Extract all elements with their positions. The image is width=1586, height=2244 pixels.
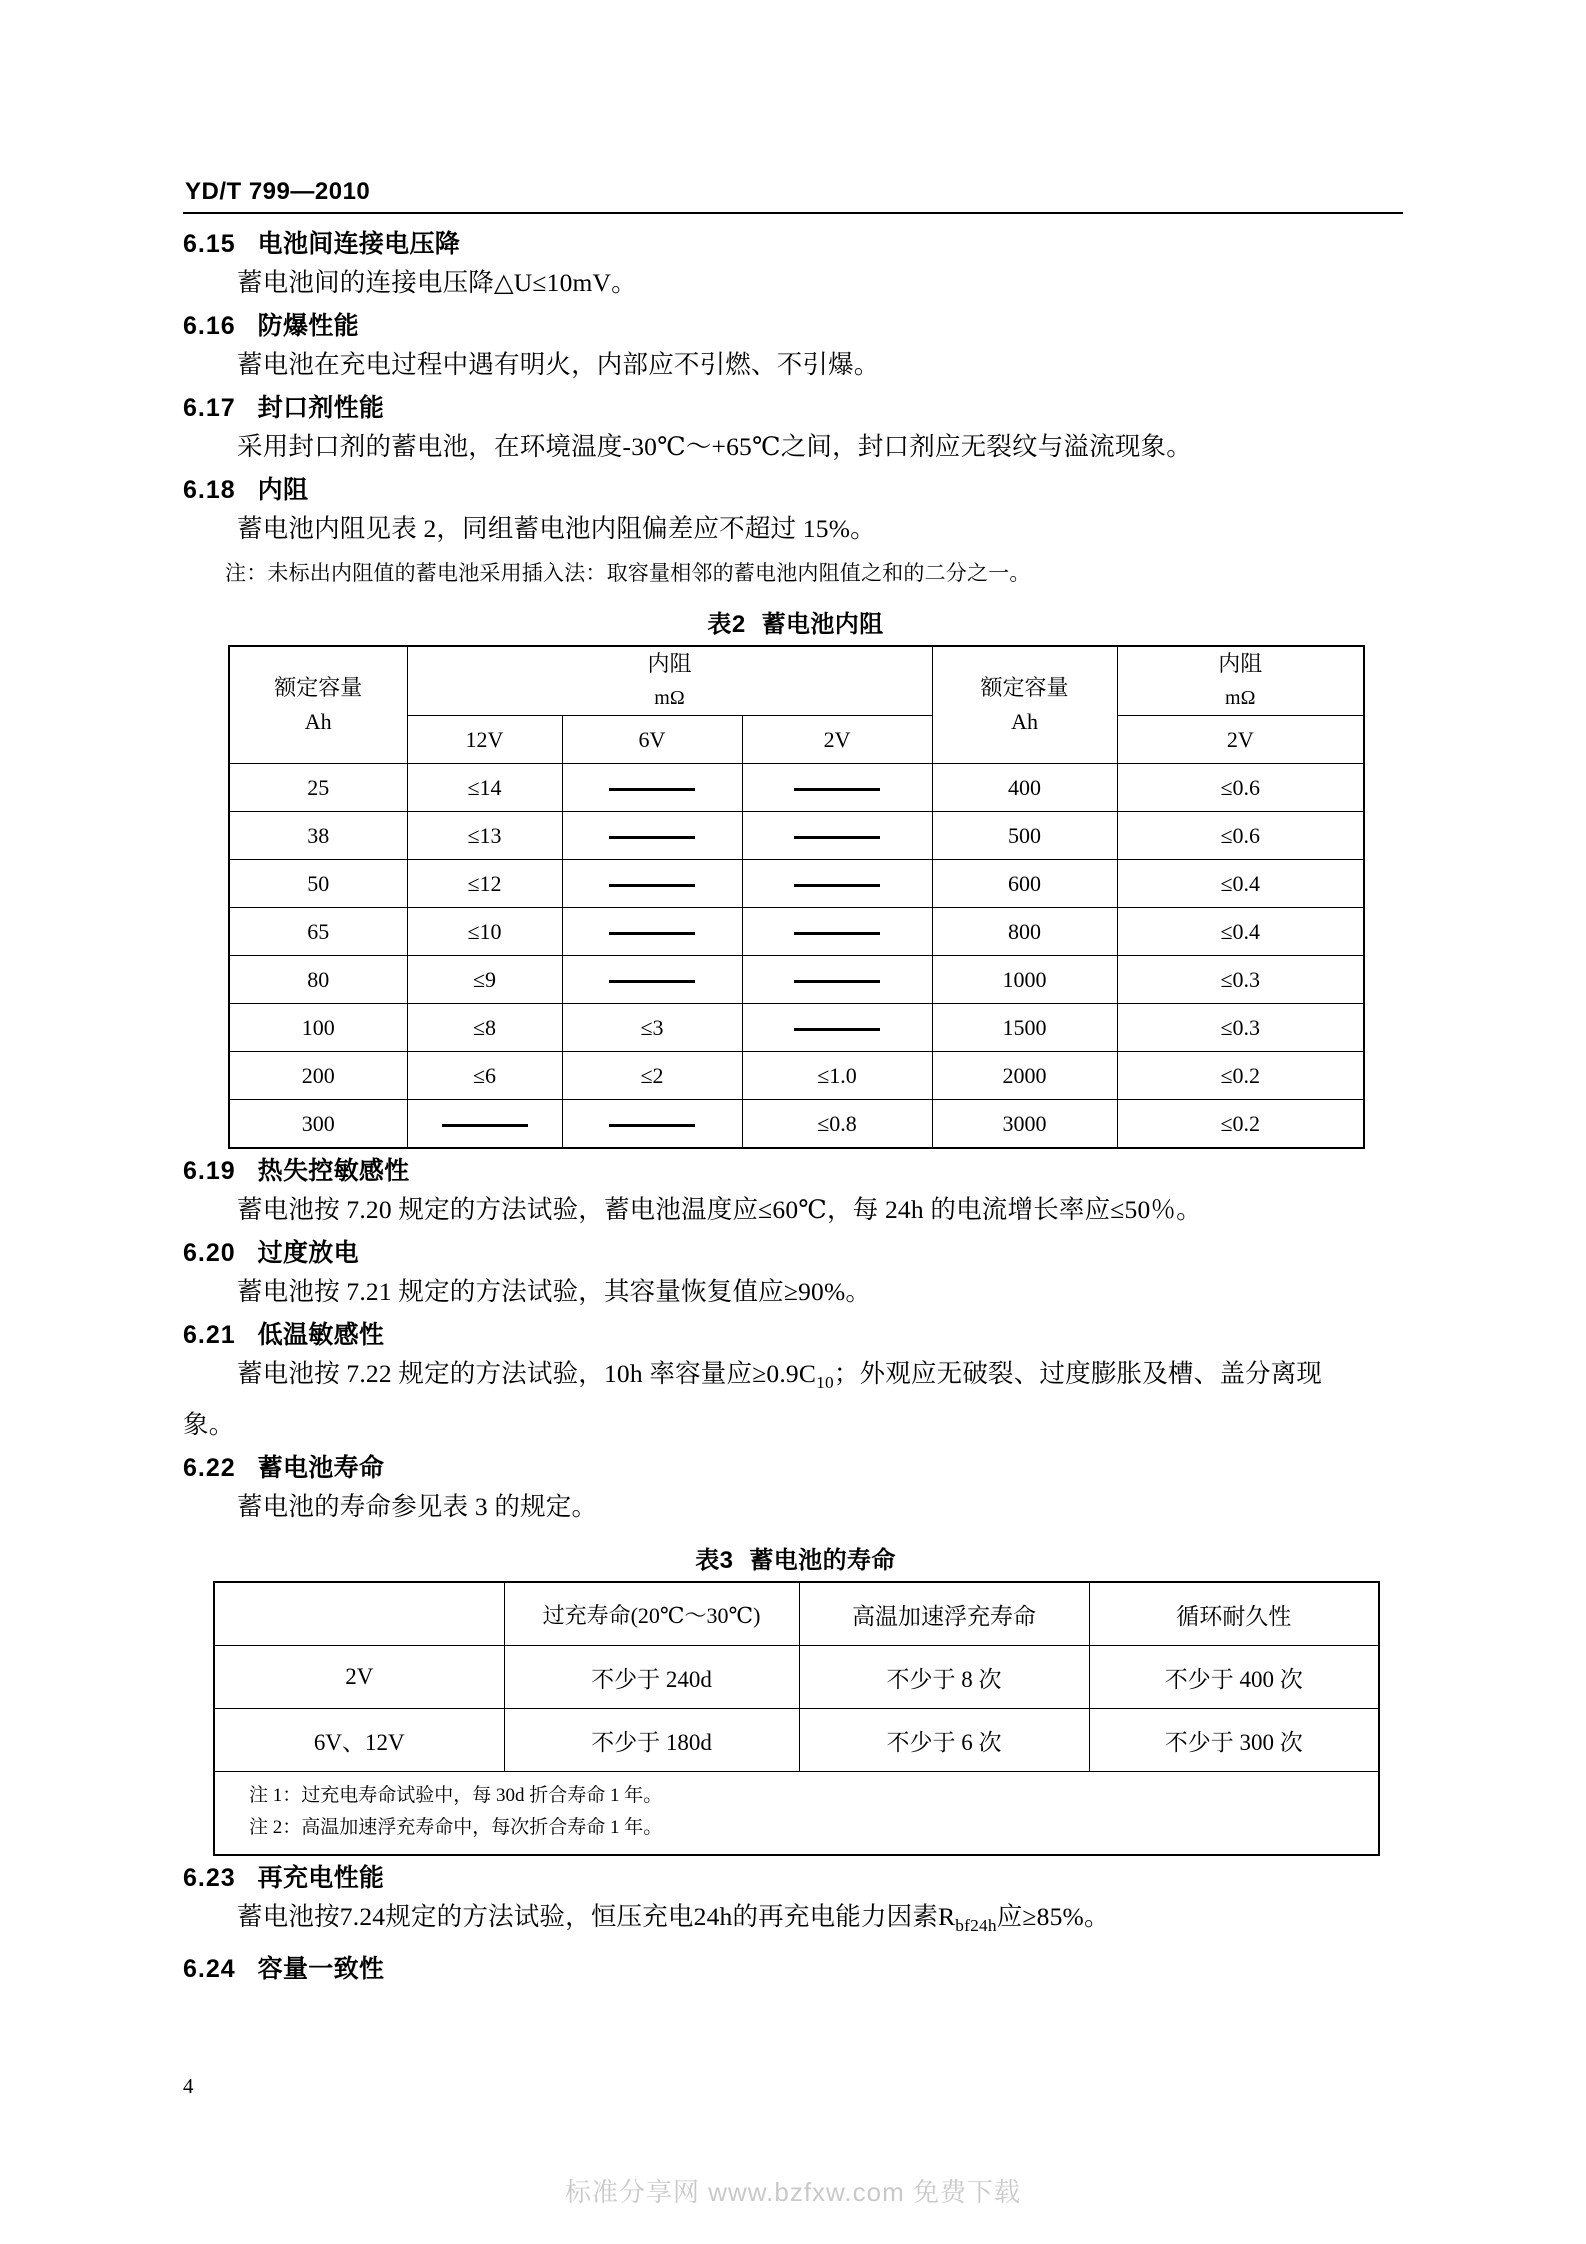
table2-cell-6v — [562, 1100, 742, 1149]
table2-cell-2v-right: ≤0.4 — [1117, 860, 1364, 908]
table2-cell-capacity-right: 1500 — [932, 1004, 1117, 1052]
section-number: 6.17 — [183, 394, 236, 422]
empty-dash-marker — [794, 836, 880, 839]
table2-cell-12v: ≤10 — [407, 908, 562, 956]
table2-cell-6v — [562, 860, 742, 908]
empty-dash-marker — [609, 884, 695, 887]
body-subscript: 10 — [816, 1373, 834, 1393]
table3-notes-row — [214, 1772, 1379, 1856]
section-body-6-23 — [183, 1896, 1408, 1947]
section-title: 封口剂性能 — [257, 394, 385, 422]
table2-header-resistance-unit-right: mΩ — [1225, 687, 1256, 709]
table2-cell-12v: ≤8 — [407, 1004, 562, 1052]
table3-cell-float-life: 不少于 6 次 — [799, 1709, 1089, 1772]
table2-cell-2v-right: ≤0.3 — [1117, 1004, 1364, 1052]
table3-notes — [214, 1772, 1379, 1856]
table3-cell-overcharge: 不少于 180d — [504, 1709, 799, 1772]
table2-cell-2v — [742, 812, 932, 860]
table2-cell-6v — [562, 956, 742, 1004]
page-number: 4 — [183, 2074, 194, 2098]
table2-cell-6v — [562, 764, 742, 812]
section-number: 6.16 — [183, 312, 236, 340]
table2-cell-2v-right: ≤0.6 — [1117, 764, 1364, 812]
table2-cell-6v — [562, 908, 742, 956]
empty-dash-marker — [794, 932, 880, 935]
section-body-6-17: 采用封口剂的蓄电池，在环境温度-30℃～+65℃之间，封口剂应无裂纹与溢流现象。 — [237, 432, 1192, 461]
table2-cell-12v — [407, 1100, 562, 1149]
table-row — [229, 1052, 1364, 1100]
table2-cell-12v: ≤14 — [407, 764, 562, 812]
section-number: 6.23 — [183, 1864, 236, 1893]
table2-subheader-2v: 2V — [742, 716, 932, 764]
empty-dash-marker — [609, 932, 695, 935]
section-heading-6-24 — [183, 1947, 1408, 1987]
section-number: 6.19 — [183, 1157, 236, 1185]
table-row — [214, 1646, 1379, 1709]
table2-header-row-1 — [229, 646, 1364, 716]
body-text-part1: 蓄电池按 7.22 规定的方法试验，10h 率容量应≥0.9C — [237, 1359, 817, 1388]
table2-subheader-12v: 12V — [407, 716, 562, 764]
table2-cell-capacity-right: 400 — [932, 764, 1117, 812]
section-title: 容量一致性 — [257, 1955, 385, 1984]
empty-dash-marker — [609, 788, 695, 791]
section-number: 6.24 — [183, 1955, 236, 1984]
section-body-6-19: 蓄电池按 7.20 规定的方法试验，蓄电池温度应≤60℃，每 24h 的电流增长率应≤50％。 — [237, 1195, 1202, 1224]
table2-cell-2v: ≤0.8 — [742, 1100, 932, 1149]
body-text-part2: ；外观应无破裂、过度膨胀及槽、盖分离现 — [833, 1359, 1323, 1388]
table2-cell-capacity-right: 500 — [932, 812, 1117, 860]
table-row — [229, 1100, 1364, 1149]
table2-cell-capacity: 25 — [229, 764, 407, 812]
section-title: 防爆性能 — [257, 312, 359, 340]
table-row — [229, 764, 1364, 812]
section-heading-6-23 — [183, 1856, 1408, 1896]
table-row — [229, 812, 1364, 860]
table2-cell-capacity: 200 — [229, 1052, 407, 1100]
table3-wrapper — [213, 1581, 1378, 1856]
table2-cell-2v-right: ≤0.6 — [1117, 812, 1364, 860]
empty-dash-marker — [609, 836, 695, 839]
empty-dash-marker — [794, 788, 880, 791]
table3-note: 注 2：高温加速浮充寿命中，每次折合寿命 1 年。 — [249, 1817, 663, 1839]
table3-cell-type: 2V — [214, 1646, 504, 1709]
section-body-6-21 — [183, 1353, 1408, 1404]
table2-cell-6v: ≤2 — [562, 1052, 742, 1100]
table2-cell-12v: ≤12 — [407, 860, 562, 908]
empty-dash-marker — [609, 1124, 695, 1127]
table2-cell-capacity-right: 800 — [932, 908, 1117, 956]
section-heading-6-21 — [183, 1313, 1408, 1353]
section-title: 蓄电池寿命 — [257, 1454, 385, 1483]
internal-resistance-table — [228, 645, 1365, 1149]
table2-cell-capacity-right: 2000 — [932, 1052, 1117, 1100]
section-body-6-15: 蓄电池间的连接电压降△U≤10mV。 — [237, 268, 637, 297]
table2-cell-capacity: 65 — [229, 908, 407, 956]
table-row — [229, 908, 1364, 956]
section-title: 内阻 — [257, 476, 309, 504]
table2-cell-capacity: 80 — [229, 956, 407, 1004]
empty-dash-marker — [609, 980, 695, 983]
table2-caption-text: 蓄电池内阻 — [761, 611, 884, 638]
section-number: 6.18 — [183, 476, 236, 504]
table2-cell-6v: ≤3 — [562, 1004, 742, 1052]
section-number: 6.20 — [183, 1239, 236, 1267]
table2-header-capacity — [229, 646, 407, 764]
section-heading-6-17 — [183, 386, 1408, 426]
table3-header-blank — [214, 1582, 504, 1646]
table2-cell-capacity-right: 3000 — [932, 1100, 1117, 1149]
table2-cell-2v — [742, 908, 932, 956]
table3-notes-cell — [214, 1772, 1379, 1856]
table2-cell-12v: ≤13 — [407, 812, 562, 860]
table2-cell-2v-right: ≤0.2 — [1117, 1052, 1364, 1100]
table2-header-resistance-label-right: 内阻 — [1218, 651, 1263, 676]
table2-cell-12v: ≤9 — [407, 956, 562, 1004]
section-heading-6-20 — [183, 1231, 1408, 1271]
table2-cell-2v — [742, 956, 932, 1004]
table2-wrapper — [228, 645, 1363, 1149]
table3-cell-cycle: 不少于 400 次 — [1089, 1646, 1379, 1709]
table2-cell-capacity: 300 — [229, 1100, 407, 1149]
table3-cell-cycle: 不少于 300 次 — [1089, 1709, 1379, 1772]
watermark: 标准分享网 www.bzfxw.com 免费下载 — [565, 2177, 1021, 2207]
section-body-6-21-cont: 象。 — [183, 1410, 235, 1440]
battery-life-table — [213, 1581, 1380, 1856]
table2-cell-capacity: 50 — [229, 860, 407, 908]
section-heading-6-16 — [183, 304, 1408, 344]
table-row — [229, 956, 1364, 1004]
table3-cell-type: 6V、12V — [214, 1709, 504, 1772]
table2-cell-2v-right: ≤0.2 — [1117, 1100, 1364, 1149]
section-heading-6-18 — [183, 468, 1408, 508]
section-heading-6-22 — [183, 1446, 1408, 1486]
document-code: YD/T 799—2010 — [185, 178, 371, 205]
section-note-6-18: 注：未标出内阻值的蓄电池采用插入法：取容量相邻的蓄电池内阻值之和的二分之一。 — [225, 561, 1031, 585]
section-title: 过度放电 — [257, 1239, 359, 1267]
table2-caption-number: 表2 — [707, 611, 746, 638]
header-rule — [183, 212, 1403, 214]
table2-header-capacity-unit-right: Ah — [1011, 709, 1038, 734]
table3-header-overcharge: 过充寿命(20℃～30℃) — [504, 1582, 799, 1646]
table2-cell-capacity: 100 — [229, 1004, 407, 1052]
section-heading-6-15 — [183, 222, 1408, 262]
table3-cell-overcharge: 不少于 240d — [504, 1646, 799, 1709]
table2-cell-capacity-right: 600 — [932, 860, 1117, 908]
body-text-part2: 应≥85%。 — [996, 1902, 1110, 1932]
table3-body — [214, 1646, 1379, 1772]
table2-cell-2v-right: ≤0.4 — [1117, 908, 1364, 956]
empty-dash-marker — [794, 1028, 880, 1031]
section-title: 热失控敏感性 — [257, 1157, 410, 1185]
table2-header-capacity-unit: Ah — [304, 709, 332, 734]
section-number: 6.22 — [183, 1454, 236, 1483]
table2-header-capacity-label-right: 额定容量 — [980, 675, 1069, 700]
table2-cell-6v — [562, 812, 742, 860]
table2-cell-capacity: 38 — [229, 812, 407, 860]
table2-caption — [183, 604, 1408, 639]
table3-cell-float-life: 不少于 8 次 — [799, 1646, 1089, 1709]
empty-dash-marker — [794, 980, 880, 983]
table3-header-row — [214, 1582, 1379, 1646]
section-body-6-20: 蓄电池按 7.21 规定的方法试验，其容量恢复值应≥90%。 — [237, 1277, 872, 1306]
table2-header-capacity-label: 额定容量 — [274, 675, 363, 700]
table3-header-cycle: 循环耐久性 — [1089, 1582, 1379, 1646]
table2-cell-capacity-right: 1000 — [932, 956, 1117, 1004]
table3-header-float-life: 高温加速浮充寿命 — [799, 1582, 1089, 1646]
section-number: 6.21 — [183, 1321, 236, 1349]
section-body-6-22: 蓄电池的寿命参见表 3 的规定。 — [237, 1492, 598, 1522]
section-heading-6-19 — [183, 1149, 1408, 1189]
section-title: 电池间连接电压降 — [257, 230, 461, 258]
table2-header-resistance-right — [1117, 646, 1364, 716]
table3-caption-text: 蓄电池的寿命 — [749, 1547, 896, 1575]
table2-cell-12v: ≤6 — [407, 1052, 562, 1100]
body-text-part1: 蓄电池按7.24规定的方法试验，恒压充电24h的再充电能力因素R — [237, 1902, 956, 1932]
section-body-6-18: 蓄电池内阻见表 2，同组蓄电池内阻偏差应不超过 15%。 — [237, 514, 876, 543]
section-title: 再充电性能 — [257, 1864, 385, 1893]
table2-cell-2v — [742, 860, 932, 908]
table2-subheader-6v: 6V — [562, 716, 742, 764]
section-number: 6.15 — [183, 230, 236, 258]
table2-header-resistance-label: 内阻 — [647, 651, 692, 676]
table3-note: 注 1：过充电寿命试验中，每 30d 折合寿命 1 年。 — [249, 1785, 663, 1807]
table-row — [214, 1709, 1379, 1772]
empty-dash-marker — [442, 1124, 528, 1127]
table-row — [229, 860, 1364, 908]
section-title: 低温敏感性 — [257, 1321, 385, 1349]
table2-body — [229, 764, 1364, 1149]
table2-cell-2v: ≤1.0 — [742, 1052, 932, 1100]
empty-dash-marker — [794, 884, 880, 887]
section-body-6-16: 蓄电池在充电过程中遇有明火，内部应不引燃、不引爆。 — [237, 350, 880, 379]
table2-header-capacity-right — [932, 646, 1117, 764]
table2-cell-2v — [742, 764, 932, 812]
body-subscript: bf24h — [955, 1916, 997, 1936]
table3-caption — [183, 1540, 1408, 1575]
table2-cell-2v — [742, 1004, 932, 1052]
table3-caption-number: 表3 — [695, 1547, 734, 1575]
table2-subheader-2v-right: 2V — [1117, 716, 1364, 764]
table2-header-resistance-unit: mΩ — [654, 687, 685, 709]
table-row — [229, 1004, 1364, 1052]
table2-header-resistance — [407, 646, 932, 716]
document-content — [183, 222, 1408, 1987]
running-header — [183, 178, 1403, 214]
table2-cell-2v-right: ≤0.3 — [1117, 956, 1364, 1004]
